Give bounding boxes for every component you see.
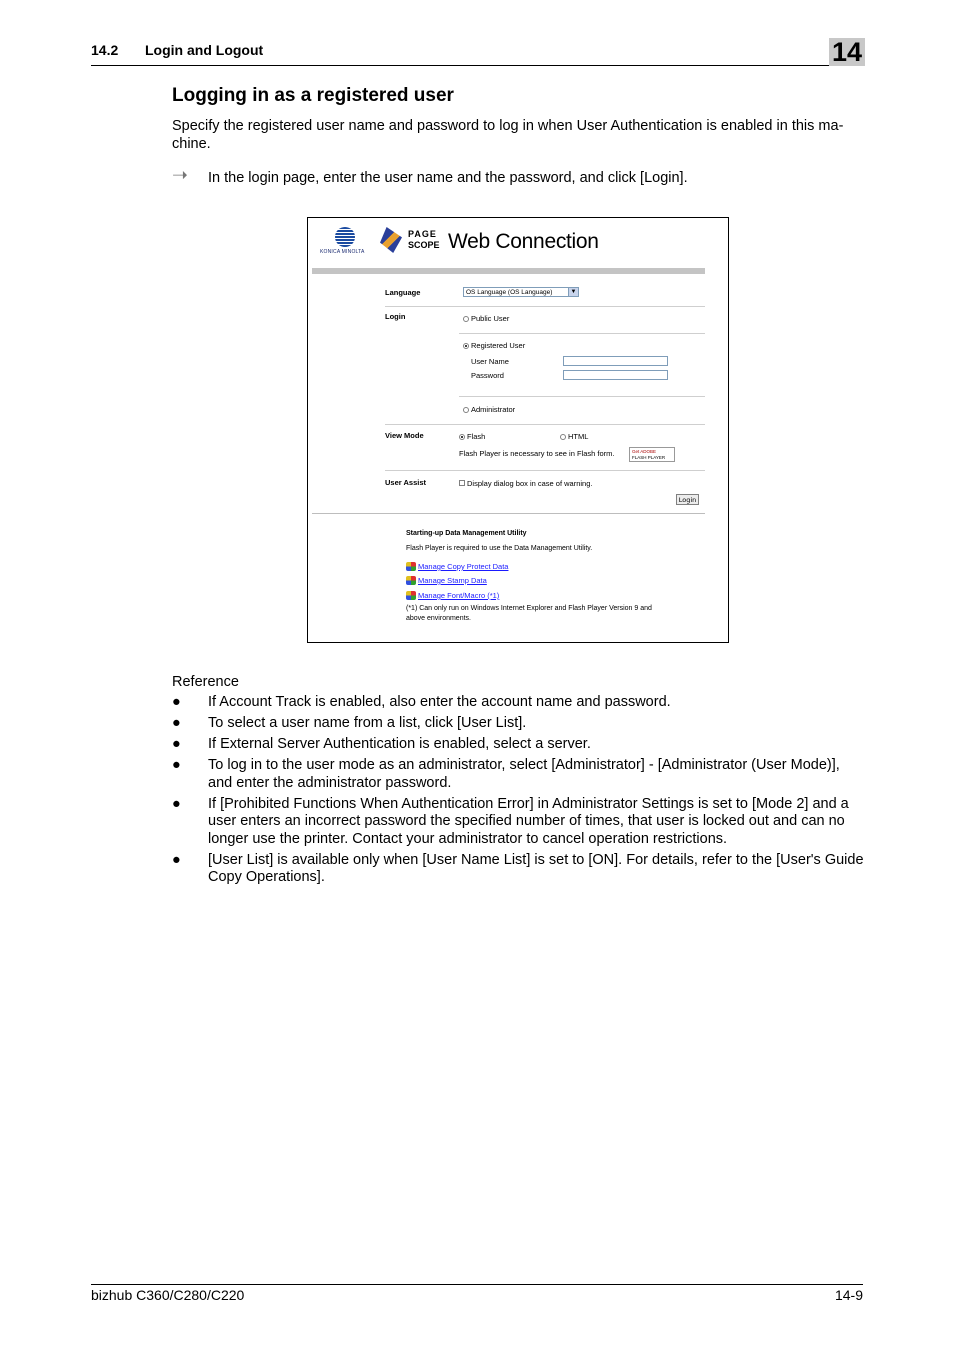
list-item-text: To select a user name from a list, click [User List]. bbox=[208, 715, 527, 731]
reference-list bbox=[172, 694, 864, 890]
list-item-text: [User List] is available only when [User Name List] is set to [ON]. For details, refer to the [User's Guide Copy Operations]. bbox=[208, 851, 864, 885]
login-label: Login bbox=[385, 312, 406, 321]
manage-copy-protect-link[interactable]: Manage Copy Protect Data bbox=[418, 562, 509, 571]
step-text: In the login page, enter the user name and the password, and click [Login]. bbox=[208, 170, 688, 186]
administrator-label: Administrator bbox=[471, 405, 516, 414]
registered-user-label: Registered User bbox=[471, 341, 526, 350]
list-item-text: If External Server Authentication is enabled, select a server. bbox=[208, 736, 591, 752]
font-macro-icon bbox=[406, 591, 416, 600]
pagescope-logo bbox=[380, 227, 444, 255]
divider bbox=[385, 470, 705, 471]
pagescope-mark-icon bbox=[380, 227, 402, 253]
login-page-screenshot bbox=[307, 217, 729, 643]
display-dialog-label: Display dialog box in case of warning. bbox=[467, 479, 593, 488]
footer-page-number: 14-9 bbox=[834, 1287, 863, 1303]
header-rule bbox=[91, 65, 863, 66]
password-input[interactable] bbox=[563, 370, 668, 380]
divider bbox=[385, 424, 705, 425]
logo-scope-text: SCOPE bbox=[408, 240, 440, 250]
manage-font-macro-link[interactable]: Manage Font/Macro (*1) bbox=[418, 591, 500, 600]
list-item bbox=[172, 715, 864, 733]
stamp-icon bbox=[406, 576, 416, 585]
list-item bbox=[172, 757, 864, 792]
user-name-label: User Name bbox=[471, 357, 509, 366]
list-item bbox=[172, 796, 864, 849]
reference-title: Reference bbox=[172, 674, 239, 690]
brand-text: KONICA MINOLTA bbox=[320, 249, 365, 255]
page-heading: Logging in as a registered user bbox=[172, 85, 454, 106]
header-bar bbox=[312, 268, 705, 274]
footnote-line-1: (*1) Can only run on Windows Internet Explorer and Flash Player Version 9 and bbox=[406, 605, 652, 612]
copy-protect-icon bbox=[406, 562, 416, 571]
public-user-radio[interactable] bbox=[463, 316, 469, 322]
view-mode-label: View Mode bbox=[385, 431, 424, 440]
utility-note: Flash Player is required to use the Data Management Utility. bbox=[406, 545, 593, 552]
list-item-text: To log in to the user mode as an administrator, select [Administrator] - [Administrator (User Mode)], and enter the administrator password. bbox=[208, 757, 840, 791]
flash-label: Flash bbox=[467, 432, 486, 441]
list-item bbox=[172, 852, 864, 887]
divider bbox=[459, 333, 705, 334]
logo-page-text: PAGE bbox=[408, 229, 437, 239]
list-item-text: If [Prohibited Functions When Authentication Error] in Administrator Settings is set to [Mode 2] and a user enters an incorrect password the specified number of times, that user is locked out and can no longer use the printer. Contact your administrator to cancel operation restrictions. bbox=[208, 795, 849, 847]
footer-rule bbox=[91, 1284, 863, 1285]
registered-user-radio[interactable] bbox=[463, 343, 469, 349]
flash-note: Flash Player is necessary to see in Flash form. bbox=[459, 449, 615, 458]
chapter-number: 14 bbox=[829, 38, 865, 66]
flash-radio[interactable] bbox=[459, 434, 465, 440]
list-item bbox=[172, 736, 864, 754]
list-item-text: If Account Track is enabled, also enter the account name and password. bbox=[208, 694, 671, 710]
bullet-icon: ● bbox=[172, 851, 181, 868]
user-name-input[interactable] bbox=[563, 356, 668, 366]
public-user-label: Public User bbox=[471, 314, 510, 323]
footer-product: bizhub C360/C280/C220 bbox=[91, 1287, 245, 1303]
manage-stamp-link[interactable]: Manage Stamp Data bbox=[418, 576, 487, 585]
intro-paragraph: Specify the registered user name and password to log in when User Authentication is enabled in this ma-chine. bbox=[172, 118, 844, 152]
right-arrow-icon: ➝ bbox=[172, 165, 188, 186]
konica-minolta-logo bbox=[320, 227, 370, 259]
flash-badge-top: Get ADOBE bbox=[632, 449, 657, 454]
language-label: Language bbox=[385, 288, 421, 297]
login-button[interactable]: Login bbox=[676, 494, 699, 505]
footnote-line-2: above environments. bbox=[406, 615, 471, 622]
divider bbox=[385, 306, 705, 307]
administrator-radio[interactable] bbox=[463, 407, 469, 413]
section-title: Login and Logout bbox=[145, 42, 264, 58]
display-dialog-checkbox[interactable] bbox=[459, 480, 465, 486]
divider bbox=[459, 396, 705, 397]
bullet-icon: ● bbox=[172, 715, 181, 731]
list-item bbox=[172, 694, 864, 712]
section-number: 14.2 bbox=[91, 42, 119, 58]
bullet-icon: ● bbox=[172, 694, 181, 710]
language-select[interactable] bbox=[463, 287, 579, 297]
app-title: Web Connection bbox=[448, 230, 599, 253]
bullet-icon: ● bbox=[172, 795, 181, 812]
chevron-down-icon[interactable]: ▼ bbox=[568, 288, 578, 296]
password-label: Password bbox=[471, 371, 504, 380]
user-assist-label: User Assist bbox=[385, 478, 426, 487]
get-flash-player-badge[interactable] bbox=[629, 447, 675, 462]
html-label: HTML bbox=[568, 432, 589, 441]
divider bbox=[312, 513, 705, 514]
bullet-icon: ● bbox=[172, 736, 181, 752]
utility-title: Starting-up Data Management Utility bbox=[406, 530, 527, 537]
bullet-icon: ● bbox=[172, 757, 181, 773]
flash-badge-bottom: FLASH PLAYER bbox=[632, 455, 666, 460]
globe-icon bbox=[335, 227, 355, 247]
html-radio[interactable] bbox=[560, 434, 566, 440]
language-value: OS Language (OS Language) bbox=[466, 289, 553, 296]
